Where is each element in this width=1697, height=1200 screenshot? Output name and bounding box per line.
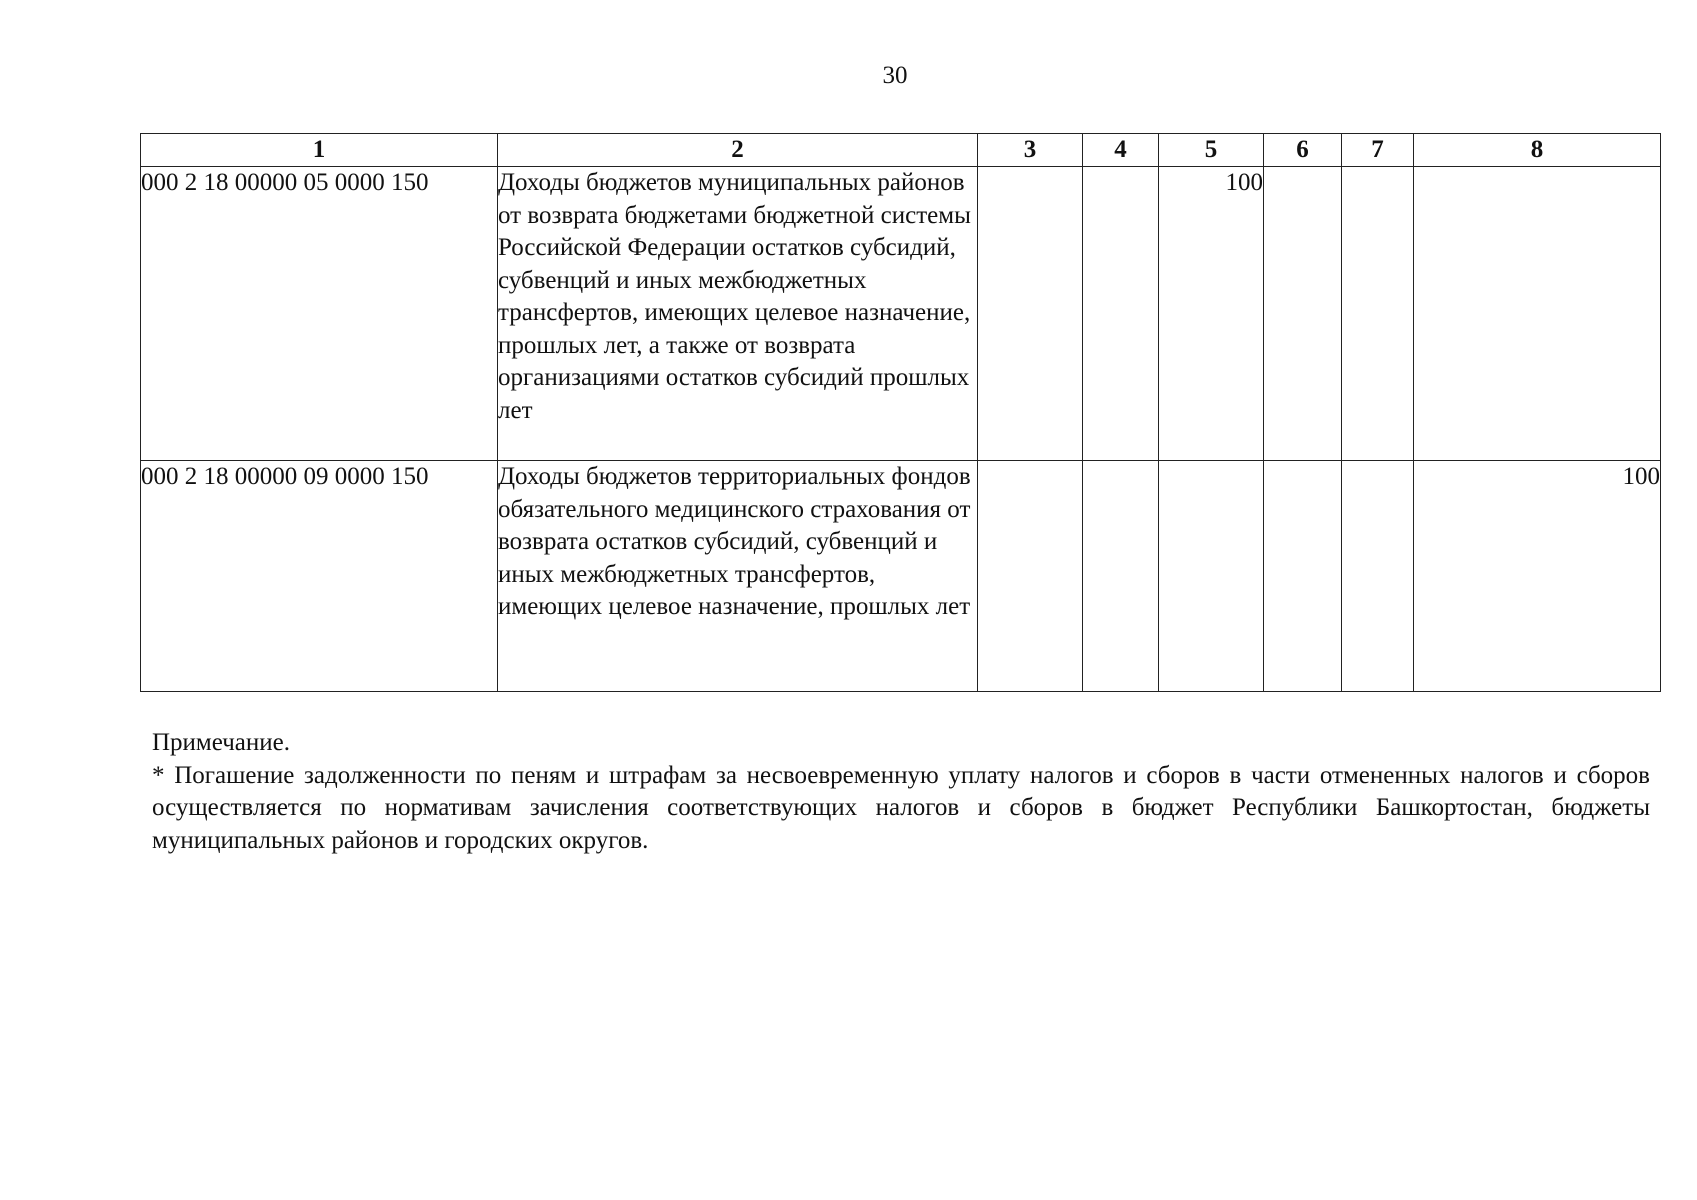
note-text: * Погашение задолженности по пеням и штрафам за несвоевременную уплату налогов и сборов в части отмененных налогов и сборов осуществляется по нормативам зачисления соответствующих налогов и сборов в бюджет Республики Башкортостан, бюджеты муниципальных районов и городских округов. [152,761,1650,854]
page-number: 30 [882,62,908,89]
column-header: 3 [978,134,1083,167]
budget-code: 000 2 18 00000 09 0000 150 [141,461,498,692]
cell-col7 [1342,167,1414,461]
cell-col8 [1414,167,1661,461]
cell-col8: 100 [1414,461,1661,692]
cell-col5 [1159,461,1264,692]
footnote [152,727,1650,857]
column-header: 2 [498,134,978,167]
cell-col5: 100 [1159,167,1264,461]
column-header: 1 [141,134,498,167]
revenue-description: Доходы бюджетов муниципальных районов от возврата бюджетами бюджетной системы Российской Федерации остатков субсидий, субвенций и иных межбюджетных трансфертов, имеющих целевое назначение, прошлых лет, а также от возврата организациями остатков субсидий прошлых лет [498,167,978,461]
column-header: 6 [1264,134,1342,167]
cell-col3 [978,461,1083,692]
column-header: 8 [1414,134,1661,167]
cell-col4 [1083,461,1159,692]
column-header: 7 [1342,134,1414,167]
cell-col6 [1264,167,1342,461]
column-header: 4 [1083,134,1159,167]
budget-code: 000 2 18 00000 05 0000 150 [141,167,498,461]
cell-col7 [1342,461,1414,692]
cell-col6 [1264,461,1342,692]
revenue-table [140,133,1661,692]
table-row [141,461,1661,692]
table-row [141,167,1661,461]
revenue-description: Доходы бюджетов территориальных фондов обязательного медицинского страхования от возврата остатков субсидий, субвенций и иных межбюджетных трансфертов, имеющих целевое назначение, прошлых лет [498,461,978,692]
note-title: Примечание. [152,729,291,756]
table-header-row [141,134,1661,167]
cell-col3 [978,167,1083,461]
column-header: 5 [1159,134,1264,167]
cell-col4 [1083,167,1159,461]
